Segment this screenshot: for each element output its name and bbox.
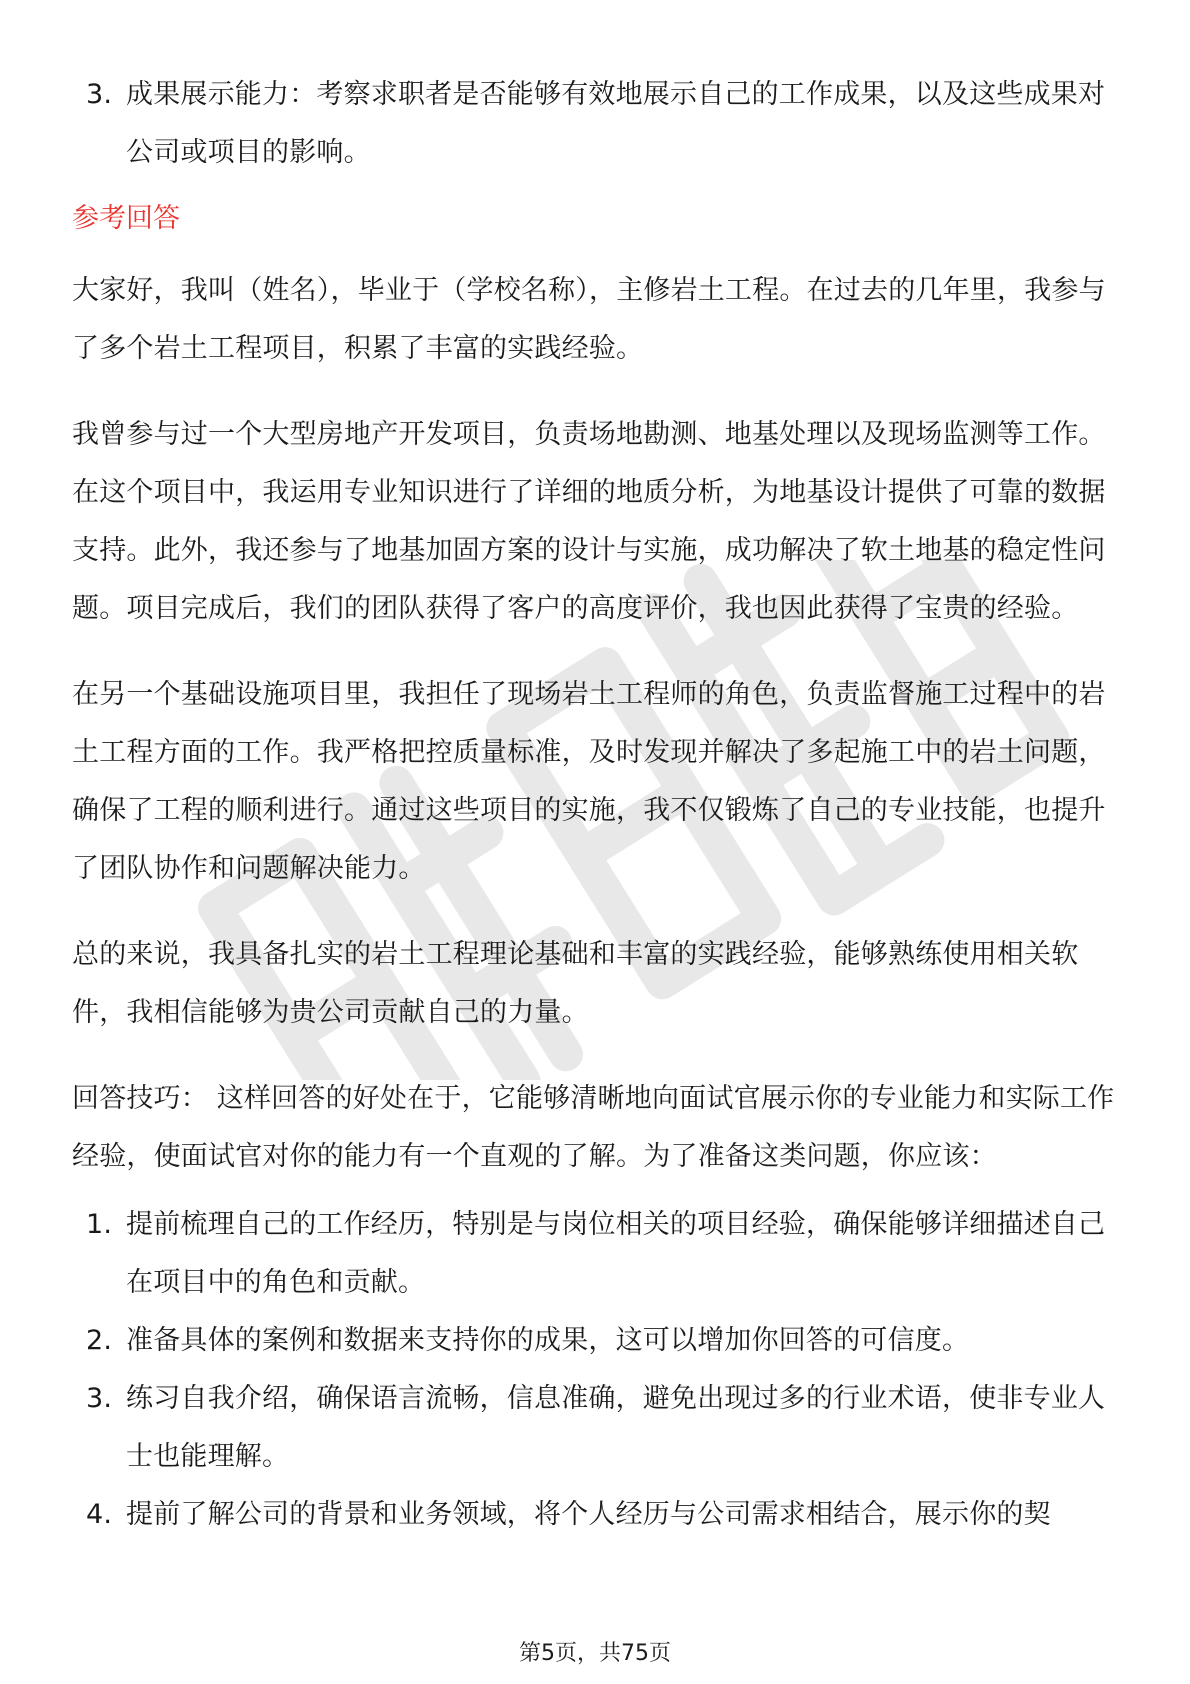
list-text: 准备具体的案例和数据来支持你的成果，这可以增加你回答的可信度。 xyxy=(126,1325,970,1356)
list-number: 4. xyxy=(86,1499,113,1530)
list-text: 成果展示能力：考察求职者是否能够有效地展示自己的工作成果，以及这些成果对公司或项目的影响。 xyxy=(126,79,1106,168)
list-item xyxy=(72,1486,1122,1544)
list-text: 提前了解公司的背景和业务领域，将个人经历与公司需求相结合，展示你的契 xyxy=(126,1499,1051,1530)
answer-paragraph-intro: 大家好，我叫（姓名），毕业于（学校名称），主修岩土工程。在过去的几年里，我参与了多个岩土工程项目，积累了丰富的实践经验。 xyxy=(72,275,1106,364)
answer-paragraph-summary: 总的来说，我具备扎实的岩土工程理论基础和丰富的实践经验，能够熟练使用相关软件，我相信能够为贵公司贡献自己的力量。 xyxy=(72,939,1079,1028)
answer-paragraph-project-1: 我曾参与过一个大型房地产开发项目，负责场地勘测、地基处理以及现场监测等工作。在这个项目中，我运用专业知识进行了详细的地质分析，为地基设计提供了可靠的数据支持。此外，我还参与了地基加固方案的设计与实施，成功解决了软土地基的稳定性问题。项目完成后，我们的团队获得了客户的高度评价，我也因此获得了宝贵的经验。 xyxy=(72,419,1106,624)
page-footer: 第5页，共75页 xyxy=(519,1641,671,1666)
list-number: 1. xyxy=(86,1209,113,1240)
answer-tips-paragraph: 回答技巧： 这样回答的好处在于，它能够清晰地向面试官展示你的专业能力和实际工作经验，使面试官对你的能力有一个直观的了解。为了准备这类问题，你应该： xyxy=(72,1083,1115,1172)
criteria-list xyxy=(72,66,1122,182)
document-content xyxy=(72,66,1122,1544)
answer-paragraph-project-2: 在另一个基础设施项目里，我担任了现场岩土工程师的角色，负责监督施工过程中的岩土工程方面的工作。我严格把控质量标准，及时发现并解决了多起施工中的岩土问题，确保了工程的顺利进行。通过这些项目的实施，我不仅锻炼了自己的专业技能，也提升了团队协作和问题解决能力。 xyxy=(72,679,1106,884)
list-text: 提前梳理自己的工作经历，特别是与岗位相关的项目经验，确保能够详细描述自己在项目中的角色和贡献。 xyxy=(126,1209,1106,1298)
list-number: 3. xyxy=(86,79,113,110)
section-title: 参考回答 xyxy=(72,203,180,234)
list-item xyxy=(72,66,1122,182)
list-text: 练习自我介绍，确保语言流畅，信息准确，避免出现过多的行业术语，使非专业人士也能理解。 xyxy=(126,1383,1106,1472)
tips-list xyxy=(72,1196,1122,1544)
list-item xyxy=(72,1312,1122,1370)
list-item xyxy=(72,1370,1122,1486)
list-item xyxy=(72,1196,1122,1312)
list-number: 3. xyxy=(86,1383,113,1414)
list-number: 2. xyxy=(86,1325,113,1356)
